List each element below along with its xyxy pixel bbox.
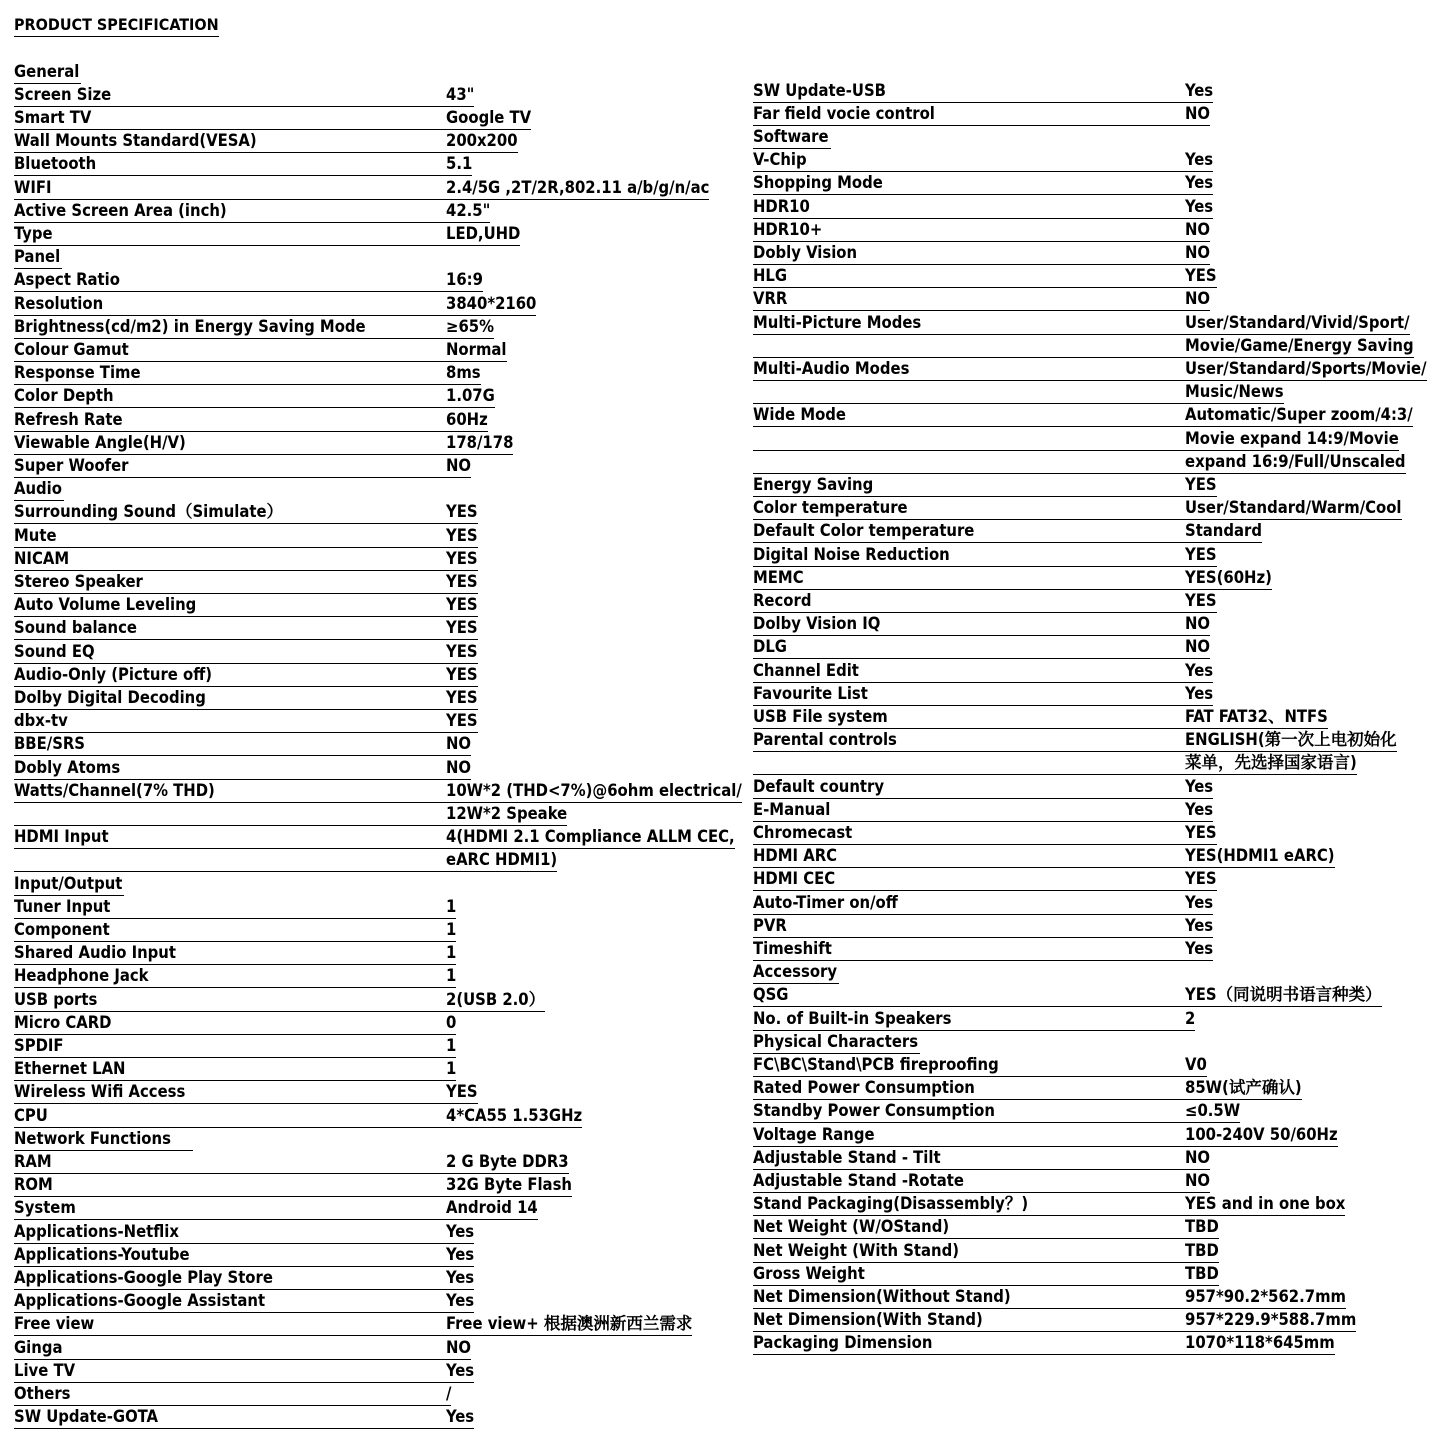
spec-label: RAM	[14, 1151, 446, 1174]
spec-value: YES	[1185, 474, 1217, 497]
spec-value: Google TV	[446, 107, 531, 130]
spec-value: Yes	[1185, 80, 1213, 103]
spec-label: Wide Mode	[753, 404, 1185, 427]
spec-label: QSG	[753, 984, 1185, 1007]
spec-value: 85W(试产确认)	[1185, 1077, 1302, 1100]
spec-value: TBD	[1185, 1240, 1219, 1263]
spec-label: HDMI Input	[14, 826, 446, 849]
spec-label: HDMI CEC	[753, 868, 1185, 891]
spec-label: Net Weight (W/OStand)	[753, 1216, 1185, 1239]
spec-label: Voltage Range	[753, 1124, 1185, 1147]
spec-label: FC\BC\Stand\PCB fireproofing	[753, 1054, 1185, 1077]
spec-label: Sound EQ	[14, 641, 446, 664]
spec-value: ENGLISH(第一次上电初始化	[1185, 729, 1397, 752]
spec-value: 2	[1185, 1008, 1195, 1031]
spec-value: NO	[446, 757, 471, 780]
spec-value: Yes	[1185, 776, 1213, 799]
spec-label: PVR	[753, 915, 1185, 938]
spec-value: Yes	[1185, 683, 1213, 706]
section-heading: Audio	[14, 478, 64, 501]
spec-label: Auto-Timer on/off	[753, 892, 1185, 915]
spec-label: Dolby Digital Decoding	[14, 687, 446, 710]
spec-label: Others	[14, 1383, 446, 1406]
document-title: PRODUCT SPECIFICATION	[14, 14, 219, 37]
spec-value: 1	[446, 965, 456, 988]
spec-label: Surrounding Sound（Simulate）	[14, 501, 446, 524]
spec-value: FAT FAT32、NTFS	[1185, 706, 1328, 729]
spec-label: Stand Packaging(Disassembly？)	[753, 1193, 1185, 1216]
spec-label: Ginga	[14, 1337, 446, 1360]
spec-value: Yes	[1185, 172, 1213, 195]
spec-label: Watts/Channel(7% THD)	[14, 780, 446, 803]
spec-label: Color Depth	[14, 385, 446, 408]
spec-label: WIFI	[14, 177, 446, 200]
spec-value: Yes	[446, 1290, 474, 1313]
row-rule	[753, 451, 1185, 474]
spec-label: Net Weight (With Stand)	[753, 1240, 1185, 1263]
spec-value: NO	[1185, 242, 1210, 265]
spec-label: Adjustable Stand -Rotate	[753, 1170, 1185, 1193]
spec-label: Dobly Atoms	[14, 757, 446, 780]
spec-label: Multi-Picture Modes	[753, 312, 1185, 335]
section-heading: Physical Characters	[753, 1031, 920, 1054]
spec-label: HLG	[753, 265, 1185, 288]
spec-value: 2 G Byte DDR3	[446, 1151, 569, 1174]
spec-value: Yes	[1185, 938, 1213, 961]
spec-label: Rated Power Consumption	[753, 1077, 1185, 1100]
spec-label: Energy Saving	[753, 474, 1185, 497]
spec-label: USB File system	[753, 706, 1185, 729]
spec-value: 16:9	[446, 269, 483, 292]
spec-label: USB ports	[14, 989, 446, 1012]
spec-value: 1.07G	[446, 385, 495, 408]
spec-label: Standby Power Consumption	[753, 1100, 1185, 1123]
spec-value: 957*90.2*562.7mm	[1185, 1286, 1346, 1309]
spec-column-right	[740, 0, 1440, 1420]
spec-value: Yes	[446, 1267, 474, 1290]
spec-value: NO	[1185, 288, 1210, 311]
spec-value: NO	[446, 455, 471, 478]
spec-value: LED,UHD	[446, 223, 520, 246]
spec-label: Dolby Vision IQ	[753, 613, 1185, 636]
spec-value: 200x200	[446, 130, 518, 153]
spec-label: No. of Built-in Speakers	[753, 1008, 1185, 1031]
spec-label: Color temperature	[753, 497, 1185, 520]
spec-value: Yes	[1185, 196, 1213, 219]
spec-label: Viewable Angle(H/V)	[14, 432, 446, 455]
spec-label: Record	[753, 590, 1185, 613]
section-heading: Network Functions	[14, 1128, 193, 1151]
spec-label: System	[14, 1197, 446, 1220]
spec-label: Channel Edit	[753, 660, 1185, 683]
spec-label: Default country	[753, 776, 1185, 799]
spec-value: 32G Byte Flash	[446, 1174, 572, 1197]
spec-value: 1	[446, 896, 456, 919]
spec-value: TBD	[1185, 1216, 1219, 1239]
spec-value: YES(HDMI1 eARC)	[1185, 845, 1335, 868]
spec-label: Multi-Audio Modes	[753, 358, 1185, 381]
row-rule	[753, 335, 1185, 358]
spec-label: Parental controls	[753, 729, 1185, 752]
spec-value: YES	[1185, 544, 1217, 567]
spec-value: NO	[1185, 103, 1210, 126]
spec-label: SW Update-GOTA	[14, 1406, 446, 1429]
row-rule	[753, 381, 1185, 404]
spec-value: Yes	[446, 1221, 474, 1244]
spec-label: Auto Volume Leveling	[14, 594, 446, 617]
spec-value: 178/178	[446, 432, 513, 455]
spec-label: ROM	[14, 1174, 446, 1197]
spec-value: Yes	[1185, 660, 1213, 683]
spec-value: 1	[446, 942, 456, 965]
spec-value: 2.4/5G ,2T/2R,802.11 a/b/g/n/ac	[446, 177, 709, 200]
spec-label: E-Manual	[753, 799, 1185, 822]
spec-value: Movie/Game/Energy Saving	[1185, 335, 1414, 358]
spec-label: Brightness(cd/m2) in Energy Saving Mode	[14, 316, 446, 339]
spec-value: 4(HDMI 2.1 Compliance ALLM CEC,	[446, 826, 735, 849]
spec-label: Component	[14, 919, 446, 942]
spec-value: YES	[446, 687, 478, 710]
spec-value: YES	[1185, 868, 1217, 891]
spec-value: 8ms	[446, 362, 481, 385]
spec-value: ≤0.5W	[1185, 1100, 1240, 1123]
spec-value: 1070*118*645mm	[1185, 1332, 1335, 1355]
spec-value: 60Hz	[446, 409, 488, 432]
spec-value: YES	[1185, 265, 1217, 288]
spec-label: Gross Weight	[753, 1263, 1185, 1286]
spec-label: MEMC	[753, 567, 1185, 590]
spec-value: 42.5"	[446, 200, 490, 223]
row-rule	[753, 428, 1185, 451]
spec-value: YES	[446, 1081, 478, 1104]
spec-label: Colour Gamut	[14, 339, 446, 362]
spec-label: Applications-Youtube	[14, 1244, 446, 1267]
spec-value: User/Standard/Vivid/Sport/	[1185, 312, 1410, 335]
spec-label: Tuner Input	[14, 896, 446, 919]
spec-value: YES	[446, 594, 478, 617]
spec-value: YES	[446, 571, 478, 594]
spec-label: Stereo Speaker	[14, 571, 446, 594]
spec-label: Active Screen Area (inch)	[14, 200, 446, 223]
spec-value: NO	[446, 1337, 471, 1360]
spec-value: 10W*2 (THD<7%)@6ohm electrical/	[446, 780, 742, 803]
spec-value: NO	[1185, 636, 1210, 659]
spec-value: User/Standard/Warm/Cool	[1185, 497, 1402, 520]
spec-value: Free view+ 根据澳洲新西兰需求	[446, 1313, 692, 1336]
spec-label: Far field vocie control	[753, 103, 1185, 126]
spec-label: Dobly Vision	[753, 242, 1185, 265]
spec-label: Applications-Google Assistant	[14, 1290, 446, 1313]
spec-label: Chromecast	[753, 822, 1185, 845]
spec-label: Favourite List	[753, 683, 1185, 706]
row-rule	[14, 849, 446, 872]
spec-value: YES	[1185, 590, 1217, 613]
spec-value: YES	[1185, 822, 1217, 845]
spec-label: Screen Size	[14, 84, 446, 107]
spec-label: VRR	[753, 288, 1185, 311]
spec-value: NO	[1185, 613, 1210, 636]
spec-label: NICAM	[14, 548, 446, 571]
section-heading: General	[14, 61, 81, 84]
spec-value: eARC HDMI1)	[446, 849, 557, 872]
spec-label: Live TV	[14, 1360, 446, 1383]
spec-label: HDR10+	[753, 219, 1185, 242]
section-heading: Panel	[14, 246, 62, 269]
spec-value: Standard	[1185, 520, 1262, 543]
spec-value: User/Standard/Sports/Movie/	[1185, 358, 1427, 381]
spec-label: Response Time	[14, 362, 446, 385]
spec-value: expand 16:9/Full/Unscaled	[1185, 451, 1406, 474]
spec-value: YES	[446, 525, 478, 548]
spec-label: SPDIF	[14, 1035, 446, 1058]
spec-value: YES(60Hz)	[1185, 567, 1272, 590]
spec-label: dbx-tv	[14, 710, 446, 733]
spec-value: Music/News	[1185, 381, 1284, 404]
row-rule	[14, 803, 446, 826]
spec-label: Timeshift	[753, 938, 1185, 961]
spec-label: Net Dimension(Without Stand)	[753, 1286, 1185, 1309]
spec-value: 菜单，先选择国家语言)	[1185, 752, 1357, 775]
spec-value: 100-240V 50/60Hz	[1185, 1124, 1338, 1147]
spec-value: 0	[446, 1012, 456, 1035]
spec-label: CPU	[14, 1105, 446, 1128]
spec-label: Packaging Dimension	[753, 1332, 1185, 1355]
spec-value: 4*CA55 1.53GHz	[446, 1105, 582, 1128]
spec-value: NO	[1185, 1170, 1210, 1193]
spec-label: BBE/SRS	[14, 733, 446, 756]
spec-label: HDMI ARC	[753, 845, 1185, 868]
spec-value: YES	[446, 710, 478, 733]
spec-value: 957*229.9*588.7mm	[1185, 1309, 1356, 1332]
spec-value: Yes	[1185, 892, 1213, 915]
spec-value: YES	[446, 501, 478, 524]
spec-value: 43"	[446, 84, 474, 107]
spec-label: Type	[14, 223, 446, 246]
spec-value: ≥65%	[446, 316, 494, 339]
spec-value: YES	[446, 664, 478, 687]
spec-label: Digital Noise Reduction	[753, 544, 1185, 567]
section-heading: Software	[753, 126, 831, 149]
spec-label: Audio-Only (Picture off)	[14, 664, 446, 687]
spec-value: TBD	[1185, 1263, 1219, 1286]
spec-label: Wall Mounts Standard(VESA)	[14, 130, 446, 153]
spec-value: Yes	[1185, 915, 1213, 938]
spec-value: Yes	[1185, 149, 1213, 172]
section-heading: Input/Output	[14, 873, 124, 896]
spec-label: SW Update-USB	[753, 80, 1185, 103]
spec-label: Net Dimension(With Stand)	[753, 1309, 1185, 1332]
spec-value: V0	[1185, 1054, 1207, 1077]
spec-value: NO	[446, 733, 471, 756]
spec-label: Headphone Jack	[14, 965, 446, 988]
spec-label: V-Chip	[753, 149, 1185, 172]
spec-label: Shared Audio Input	[14, 942, 446, 965]
spec-value: /	[446, 1383, 451, 1406]
spec-label: Applications-Netflix	[14, 1221, 446, 1244]
spec-label: Wireless Wifi Access	[14, 1081, 446, 1104]
spec-label: Free view	[14, 1313, 446, 1336]
spec-value: Automatic/Super zoom/4:3/	[1185, 404, 1413, 427]
spec-value: Normal	[446, 339, 507, 362]
spec-label: Sound balance	[14, 617, 446, 640]
spec-label: DLG	[753, 636, 1185, 659]
section-heading: Accessory	[753, 961, 839, 984]
spec-label: Super Woofer	[14, 455, 446, 478]
spec-value: YES	[446, 548, 478, 571]
spec-value: 2(USB 2.0）	[446, 989, 545, 1012]
spec-value: Android 14	[446, 1197, 538, 1220]
spec-label: Aspect Ratio	[14, 269, 446, 292]
spec-value: 5.1	[446, 153, 472, 176]
spec-label: Default Color temperature	[753, 520, 1185, 543]
spec-value: Yes	[446, 1406, 474, 1429]
spec-value: Movie expand 14:9/Movie	[1185, 428, 1399, 451]
spec-value: 12W*2 Speake	[446, 803, 567, 826]
spec-value: YES and in one box	[1185, 1193, 1345, 1216]
spec-value: YES	[446, 641, 478, 664]
spec-value: Yes	[446, 1244, 474, 1267]
spec-label: Shopping Mode	[753, 172, 1185, 195]
spec-value: NO	[1185, 219, 1210, 242]
spec-value: 1	[446, 1035, 456, 1058]
spec-value: Yes	[446, 1360, 474, 1383]
row-rule	[753, 752, 1185, 775]
spec-value: 3840*2160	[446, 293, 536, 316]
spec-label: HDR10	[753, 196, 1185, 219]
spec-value: YES	[446, 617, 478, 640]
spec-label: Mute	[14, 525, 446, 548]
spec-value: 1	[446, 919, 456, 942]
spec-value: 1	[446, 1058, 456, 1081]
spec-label: Adjustable Stand - Tilt	[753, 1147, 1185, 1170]
spec-label: Bluetooth	[14, 153, 446, 176]
spec-value: Yes	[1185, 799, 1213, 822]
spec-label: Resolution	[14, 293, 446, 316]
spec-value: YES（同说明书语言种类）	[1185, 984, 1382, 1007]
spec-label: Applications-Google Play Store	[14, 1267, 446, 1290]
spec-label: Ethernet LAN	[14, 1058, 446, 1081]
spec-value: NO	[1185, 1147, 1210, 1170]
spec-label: Refresh Rate	[14, 409, 446, 432]
spec-label: Micro CARD	[14, 1012, 446, 1035]
spec-label: Smart TV	[14, 107, 446, 130]
